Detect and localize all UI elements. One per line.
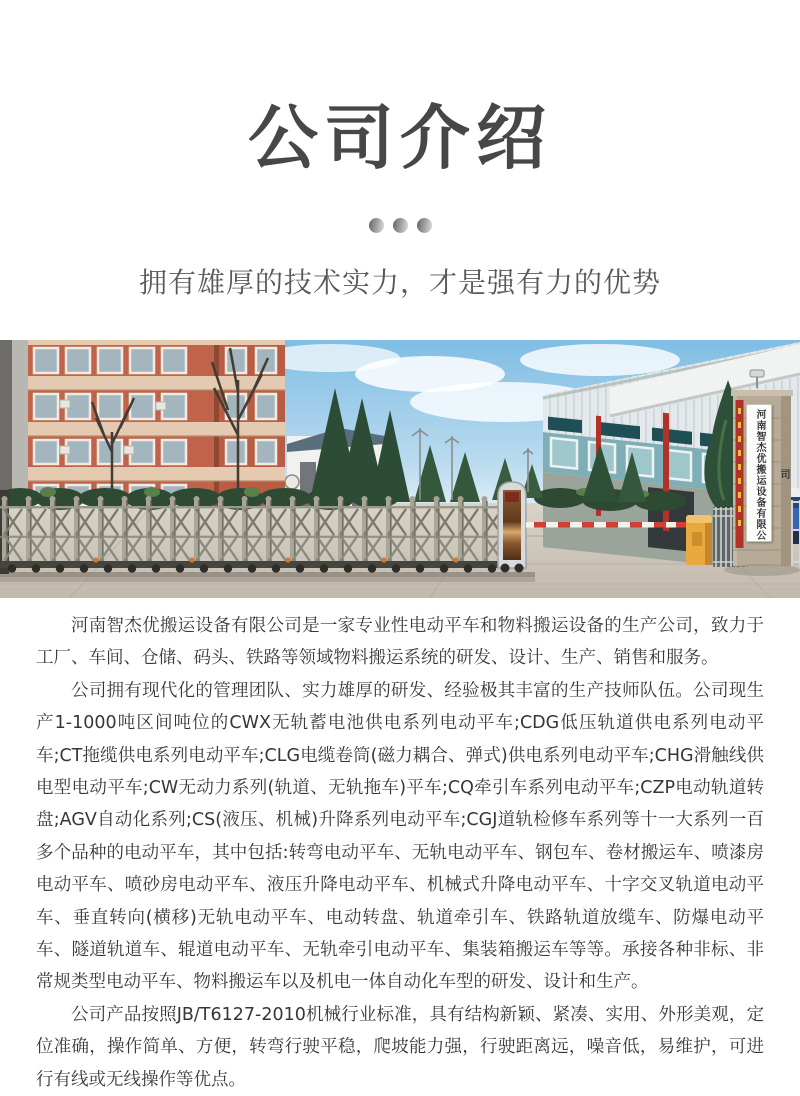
gate-lead-post (498, 482, 526, 573)
red-building (0, 340, 285, 508)
retractable-gate (0, 482, 526, 574)
paragraph-intro: 河南智杰优搬运设备有限公司是一家专业性电动平车和物料搬运设备的生产公司，致力于工厂、车间、仓储、码头、铁路等领域物料搬运系统的研发、设计、生产、销售和服务。 (36, 616, 764, 669)
divider-dots (0, 218, 800, 233)
company-sign: 河南智杰优搬运设备有限公司 (746, 404, 772, 542)
dot-icon (417, 218, 432, 233)
page-title: 公司介绍 (248, 97, 552, 179)
page-subtitle: 拥有雄厚的技术实力，才是强有力的优势 (138, 265, 661, 299)
factory-photo (0, 340, 800, 598)
dot-icon (369, 218, 384, 233)
paragraph-standards: 公司产品按照JB/T6127-2010机械行业标准，具有结构新颖、紧凑、实用、外形美观，定位准确，操作简单、方便，转弯行驶平稳，爬坡能力强，行驶距离远，噪音低，易维护，可进行有线或无线操作等优点。 (36, 1004, 764, 1090)
company-description (0, 598, 800, 1096)
dot-icon (393, 218, 408, 233)
header-section (0, 0, 800, 340)
paragraph-products: 公司拥有现代化的管理团队、实力雄厚的研发、经验极其丰富的生产技师队伍。公司现生产1-1000吨区间吨位的CWX无轨蓄电池供电系列电动平车;CDG低压轨道供电系列电动平车;CT拖缆供电系列电动平车;CLG电缆卷筒(磁力耦合、弹式)供电系列电动平车;CHG滑触线供电型电动平车;CW无动力系列(轨道、无轨拖车)平车;CQ牵引车系列电动平车;CZP电动轨道转盘;AGV自动化系列;CS(液压、机械)升降系列电动平车;CGJ道轨检修车系列等十一大系列一百多个品种的电动平车，其中包括:转弯电动平车、无轨电动平车、钢包车、卷材搬运车、喷漆房电动平车、喷砂房电动平车、液压升降电动平车、机械式升降电动平车、十字交叉轨道电动平车、垂直转向(横移)无轨电动平车、电动转盘、轨道牵引车、铁路轨道放缆车、防爆电动平车、隧道轨道车、辊道电动平车、无轨牵引电动平车、集装箱搬运车等等。承接各种非标、非常规类型电动平车、物料搬运车以及机电一体自动化车型的研发、设计和生产。 (36, 680, 764, 993)
factory-photo-illustration (0, 340, 800, 598)
